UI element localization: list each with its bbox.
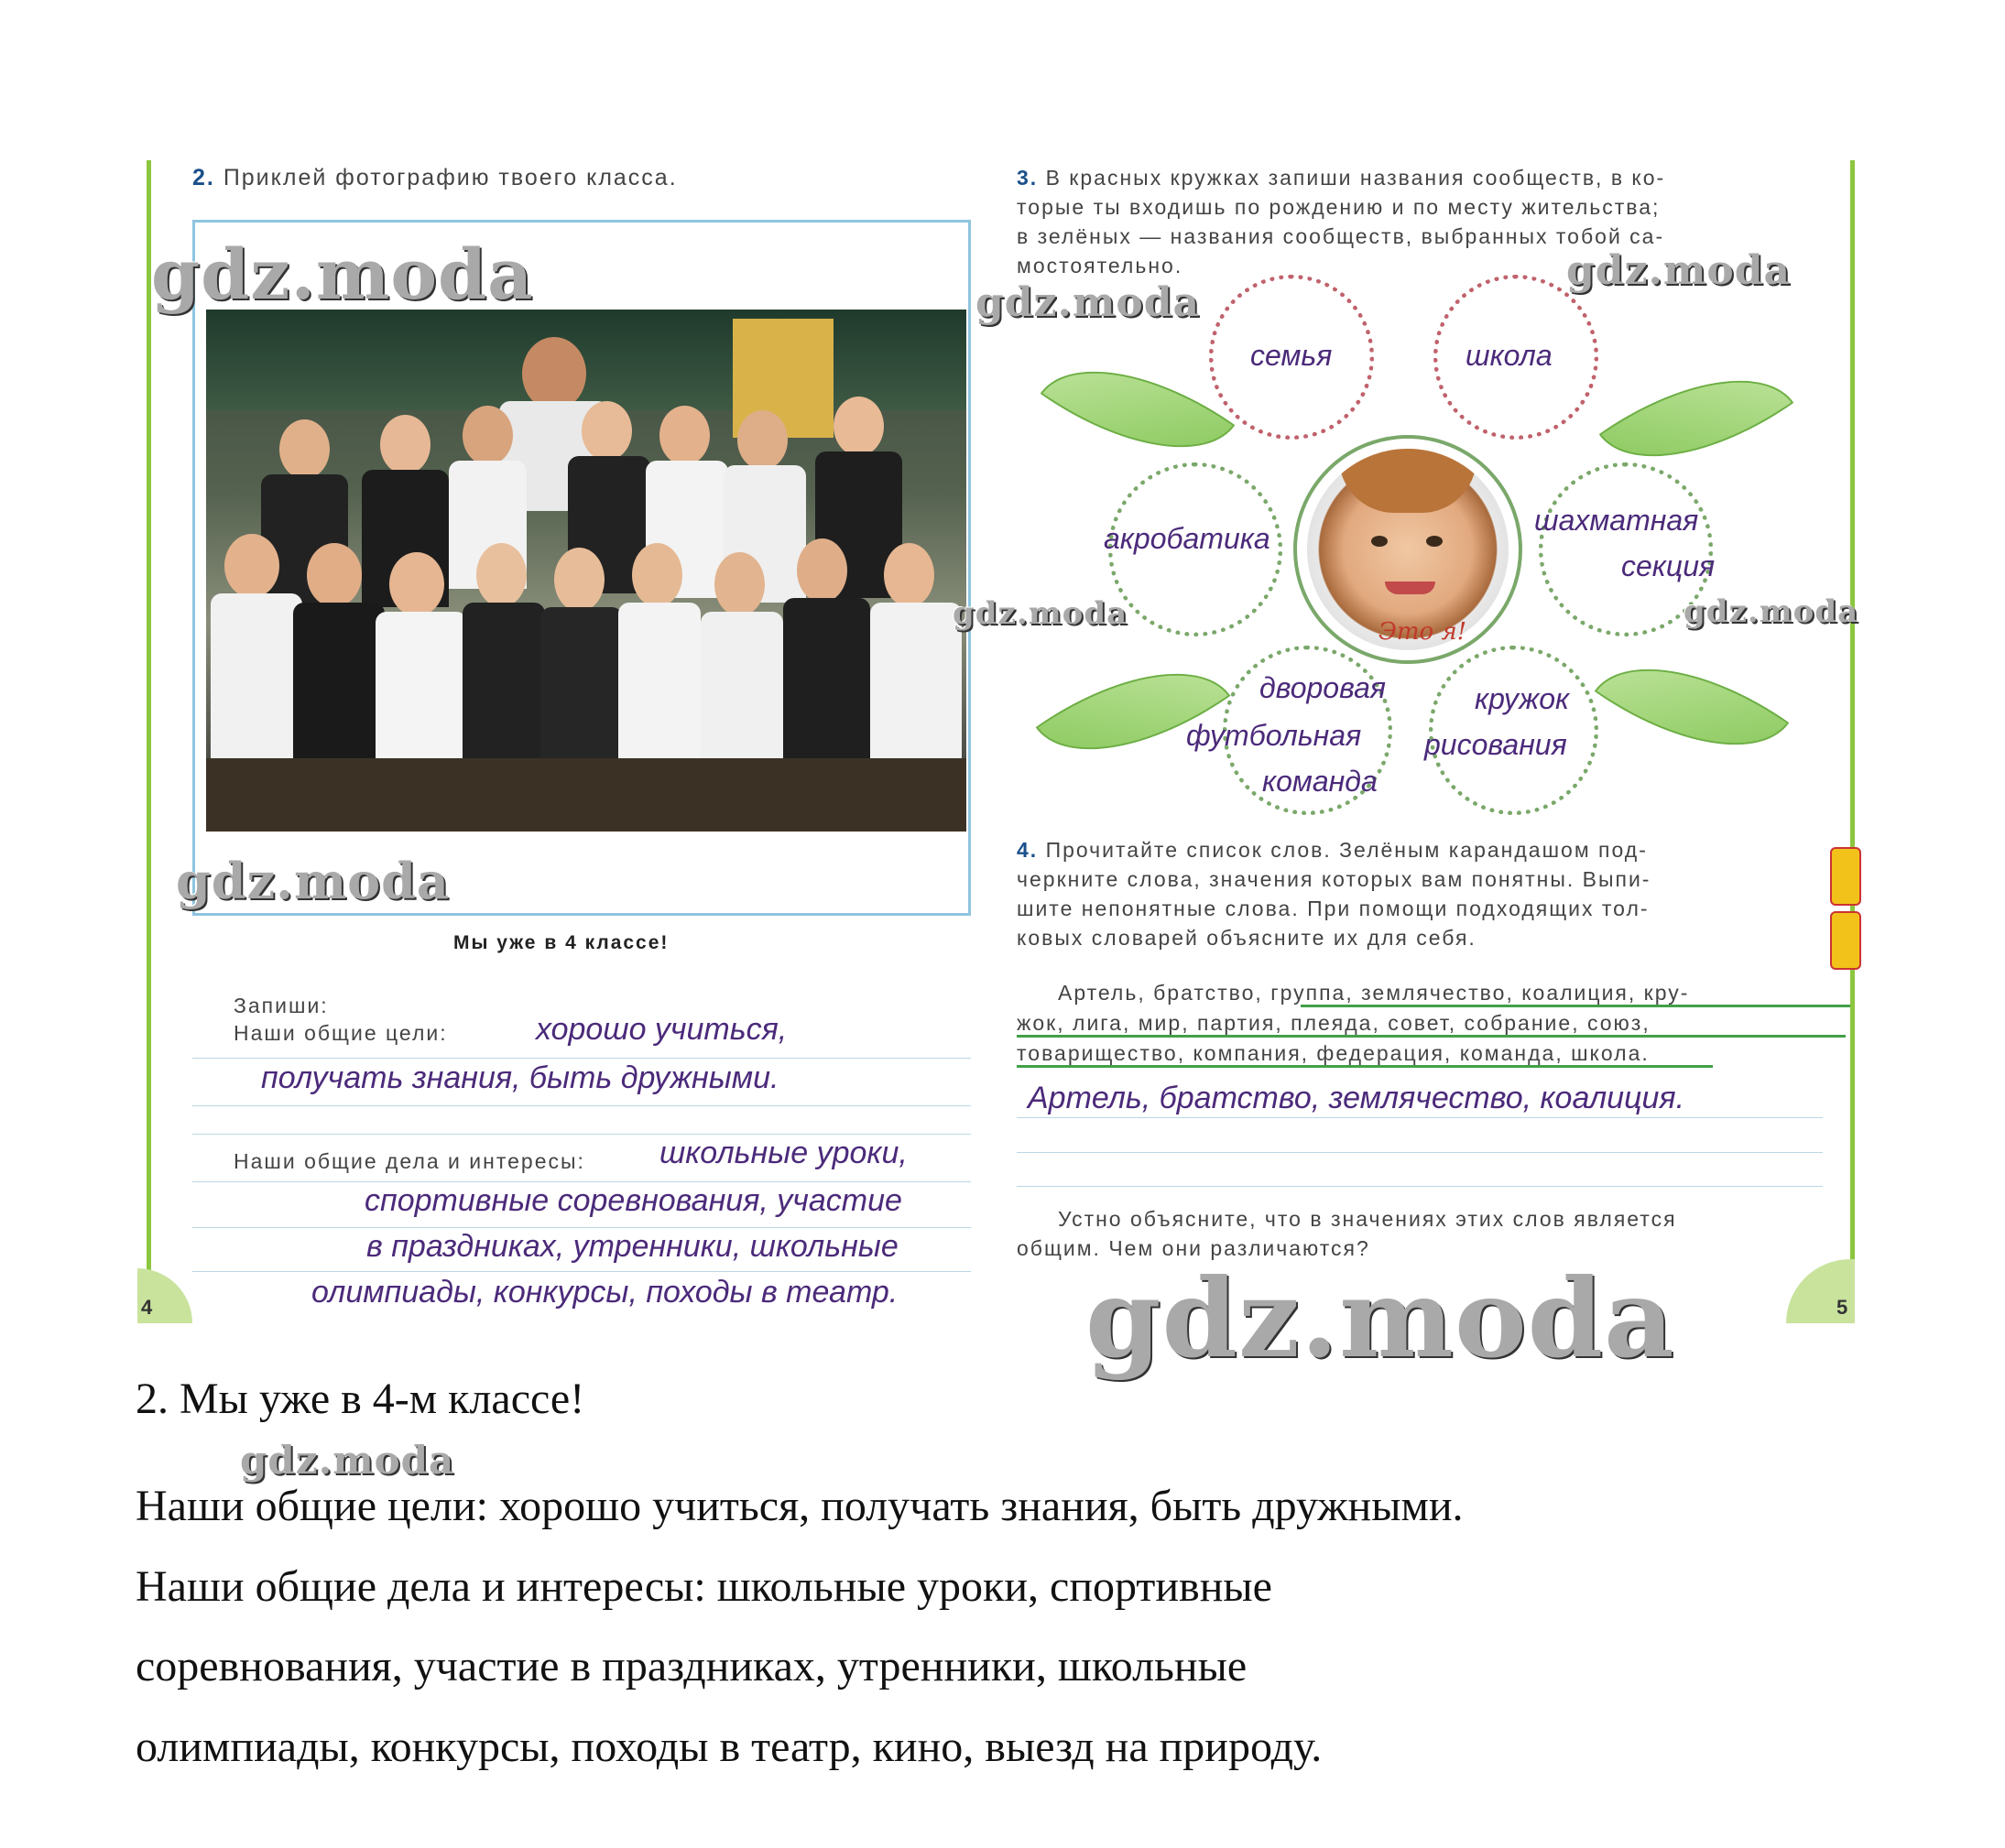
ruled-line xyxy=(192,1227,971,1228)
write-label: Запиши: xyxy=(234,994,329,1017)
words-line1: Артель, братство, группа, землячество, коалиция, кру- xyxy=(1058,981,1690,1005)
interests-answer-line3: в праздниках, утренники, школьные xyxy=(366,1229,899,1264)
task4-line1: Прочитайте список слов. Зелёным карандашом под- xyxy=(1045,838,1648,862)
interests-label: Наши общие дела и интересы: xyxy=(234,1149,585,1173)
circle-drawing-text-1: кружок xyxy=(1475,682,1570,715)
class-photo-frame xyxy=(192,220,971,916)
circle-chess-text-1: шахматная xyxy=(1534,504,1699,537)
green-underline xyxy=(1301,1005,1850,1007)
side-tab-icon xyxy=(1830,911,1861,970)
answer-line4: олимпиады, конкурсы, походы в театр, кино, выезд на природу. xyxy=(136,1723,1323,1771)
oral-line2: общим. Чем они различаются? xyxy=(1017,1236,1370,1260)
leaf-decoration xyxy=(1595,621,1790,793)
interests-answer-line2: спортивные соревнования, участие xyxy=(365,1183,902,1218)
left-page-edge xyxy=(147,160,151,1323)
circle-drawing-text-2: рисования xyxy=(1424,728,1567,761)
green-underline xyxy=(1017,1065,1713,1068)
watermark: gdz.moda xyxy=(240,1438,455,1483)
answer-heading: 2. Мы уже в 4-м классе! xyxy=(136,1375,585,1423)
task3-line4: мостоятельно. xyxy=(1017,254,1183,277)
ruled-line xyxy=(1017,1152,1823,1153)
answer-line3: соревнования, участие в праздниках, утренники, школьные xyxy=(136,1642,1248,1690)
green-underline xyxy=(1017,1035,1846,1038)
task3-line1: В красных кружках запиши названия сообществ, в ко- xyxy=(1045,166,1666,190)
watermark: gdz.moda xyxy=(975,279,1201,326)
task2-number: 2. xyxy=(192,165,215,190)
watermark: gdz.moda xyxy=(953,595,1128,632)
watermark: gdz.moda xyxy=(176,852,450,910)
oral-line1: Устно объясните, что в значениях этих слов является xyxy=(1058,1207,1677,1231)
task4-line4: ковых словарей объясните их для себя. xyxy=(1017,926,1477,950)
task4-number: 4. xyxy=(1017,838,1039,862)
left-page-number: 4 xyxy=(141,1296,153,1319)
goals-label: Наши общие цели: xyxy=(234,1021,448,1045)
right-page-number: 5 xyxy=(1836,1296,1848,1319)
watermark: gdz.moda xyxy=(1085,1255,1675,1382)
center-caption: Это я! xyxy=(1378,618,1467,646)
circle-acrobatics-text: акробатика xyxy=(1104,522,1270,555)
ruled-line xyxy=(1017,1117,1823,1118)
ruled-line xyxy=(192,1105,971,1106)
leaf-decoration xyxy=(1036,625,1231,798)
circle-football-text-2: футбольная xyxy=(1186,719,1362,752)
task3-number: 3. xyxy=(1017,166,1039,190)
ruled-line xyxy=(192,1058,971,1059)
goals-answer-line1: хорошо учиться, xyxy=(536,1012,788,1047)
task4-line3: шите непонятные слова. При помощи подходящих тол- xyxy=(1017,897,1650,920)
answer-line1: Наши общие цели: хорошо учиться, получать знания, быть дружными. xyxy=(136,1482,1464,1530)
answer-line2: Наши общие дела и интересы: школьные уроки, спортивные xyxy=(136,1562,1272,1611)
watermark: gdz.moda xyxy=(1566,247,1792,294)
task4-answer: Артель, братство, землячество, коалиция. xyxy=(1028,1081,1685,1115)
task4-line2: черкните слова, значения которых вам понятны. Выпи- xyxy=(1017,867,1651,891)
interests-answer-line1: школьные уроки, xyxy=(659,1136,908,1170)
circle-family-text: семья xyxy=(1250,339,1333,372)
ruled-line xyxy=(192,1181,971,1182)
class-photo xyxy=(206,310,966,832)
circle-football-text-3: команда xyxy=(1262,765,1378,798)
task3-line3: в зелёных — названия сообществ, выбранных тобой са- xyxy=(1017,224,1665,248)
photo-caption: Мы уже в 4 классе! xyxy=(453,932,670,953)
ruled-line xyxy=(192,1271,971,1272)
side-tab-icon xyxy=(1830,847,1861,906)
watermark: gdz.moda xyxy=(1684,593,1859,630)
circle-school-text: школа xyxy=(1466,339,1553,372)
goals-answer-line2: получать знания, быть дружными. xyxy=(261,1060,779,1095)
circle-chess-text-2: секция xyxy=(1621,549,1716,582)
task3-line2: торые ты входишь по рождению и по месту жительства; xyxy=(1017,195,1661,219)
watermark: gdz.moda xyxy=(151,234,534,315)
task2-text: Приклей фотографию твоего класса. xyxy=(223,165,678,190)
circle-football-text-1: дворовая xyxy=(1259,671,1386,704)
words-line3: товарищество, компания, федерация, команда, школа. xyxy=(1017,1041,1650,1065)
ruled-line xyxy=(192,1134,971,1135)
ruled-line xyxy=(1017,1186,1823,1187)
interests-answer-line4: олимпиады, конкурсы, походы в театр. xyxy=(311,1275,899,1310)
workbook-spread xyxy=(137,156,1869,1328)
words-line2: жок, лига, мир, партия, плеяда, совет, собрание, союз, xyxy=(1017,1011,1651,1035)
right-page-edge xyxy=(1850,160,1855,1323)
